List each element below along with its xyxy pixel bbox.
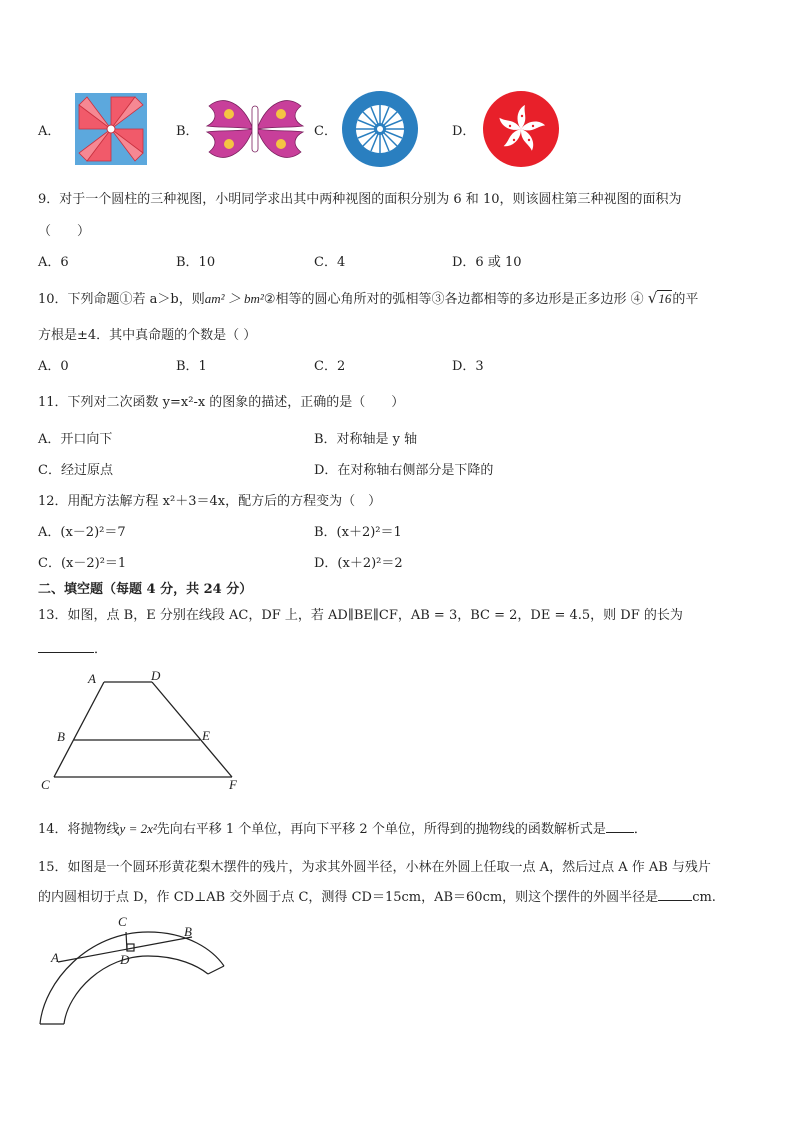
pinwheel-image — [75, 93, 147, 165]
q12-option-d: D．(x＋2)²＝2 — [314, 556, 403, 571]
point-label-a: A — [88, 671, 96, 686]
q9-paren: （ ） — [38, 224, 91, 239]
q15-line2 — [38, 886, 716, 905]
q8-option-a-label: A． — [38, 124, 61, 139]
q8-option-b-label: B． — [176, 124, 199, 139]
q9-option-b: B．10 — [176, 255, 216, 270]
q13-line1: 13．如图，点 B，E 分别在线段 AC，DF 上，若 AD∥BE∥CF，AB = 3，BC = 2，DE = 4.5，则 DF 的长为 — [38, 608, 683, 623]
q10-option-c: C．2 — [314, 359, 346, 374]
q9-option-a: A．6 — [38, 255, 69, 270]
q15-line1: 15．如图是一个圆环形黄花梨木摆件的残片，为求其外圆半径，小林在外圆上任取一点 A，然后过点 A 作 AB 与残片 — [38, 860, 711, 875]
q11-option-d: D．在对称轴右侧部分是下降的 — [314, 463, 494, 478]
q11-option-c: C．经过原点 — [38, 463, 113, 478]
point-label-c: C — [118, 914, 127, 929]
q12-option-c: C．(x－2)²＝1 — [38, 556, 127, 571]
sqrt-radicand: 16 — [658, 291, 672, 306]
point-label-a: A — [51, 950, 59, 965]
q15-text-a: 的内圆相切于点 D，作 CD⊥AB 交外圆于点 C，测得 CD＝15cm，AB＝60cm，则这个摆件的外圆半径是 — [38, 890, 659, 905]
q13-trapezoid-figure — [38, 665, 258, 795]
section-title: 二、填空题（每题 4 分，共 24 分） — [38, 582, 253, 597]
q10-line1 — [38, 288, 698, 307]
q9-option-d: D．6 或 10 — [452, 255, 522, 270]
q13-period: ． — [94, 642, 108, 657]
point-label-d: D — [120, 952, 130, 967]
point-label-b: B — [57, 729, 65, 744]
q14-text-a: 14．将抛物线 — [38, 822, 120, 837]
q8-option-c-label: C． — [314, 124, 337, 139]
q10-option-d: D．3 — [452, 359, 484, 374]
q15-ring-figure — [38, 912, 238, 1028]
q9-option-c: C．4 — [314, 255, 346, 270]
q12-option-a: A．(x－2)²＝7 — [38, 525, 126, 540]
q10-stem-b: ②相等的圆心角所对的弧相等③各边都相等的多边形是正多边形 ④ — [263, 292, 644, 307]
q14-text-b: 先向右平移 1 个单位，再向下平移 2 个单位，所得到的抛物线的函数解析式是 — [156, 822, 606, 837]
q13-line2 — [38, 638, 107, 657]
flower-emblem-image — [341, 90, 419, 168]
point-label-f: F — [229, 777, 237, 792]
q11-option-a: A．开口向下 — [38, 432, 113, 447]
q10-stem-a: 10．下列命题①若 a＞b，则 — [38, 292, 205, 307]
q15-text-b: cm. — [692, 890, 716, 905]
answer-blank — [658, 888, 692, 901]
q10-inequality: am² ＞ bm² — [204, 291, 264, 306]
sqrt-expression: √16 — [647, 289, 672, 307]
q11-stem: 11．下列对二次函数 y=x²-x 的图象的描述，正确的是（ ） — [38, 395, 405, 410]
q8-option-d-label: D． — [452, 124, 476, 139]
point-label-d: D — [151, 668, 161, 683]
q10-option-a: A．0 — [38, 359, 69, 374]
q12-stem: 12．用配方法解方程 x²＋3＝4x，配方后的方程变为（ ） — [38, 494, 382, 509]
point-label-e: E — [202, 728, 210, 743]
point-label-c: C — [41, 777, 50, 792]
q10-option-b: B．1 — [176, 359, 207, 374]
q10-line2: 方根是±4．其中真命题的个数是（ ） — [38, 328, 257, 343]
q11-option-b: B．对称轴是 y 轴 — [314, 432, 418, 447]
bauhinia-flag-image — [482, 90, 560, 168]
butterfly-image — [203, 92, 307, 166]
q14-line — [38, 818, 647, 837]
answer-blank — [38, 640, 94, 653]
q14-text-c: ． — [633, 822, 647, 837]
q10-stem-c: 的平 — [672, 292, 699, 307]
q14-parabola: y = 2x² — [119, 821, 157, 836]
answer-blank — [606, 820, 634, 833]
q12-option-b: B．(x＋2)²＝1 — [314, 525, 402, 540]
point-label-b: B — [184, 924, 192, 939]
q9-stem: 9．对于一个圆柱的三种视图，小明同学求出其中两种视图的面积分别为 6 和 10，则该圆柱第三种视图的面积为 — [38, 192, 682, 207]
